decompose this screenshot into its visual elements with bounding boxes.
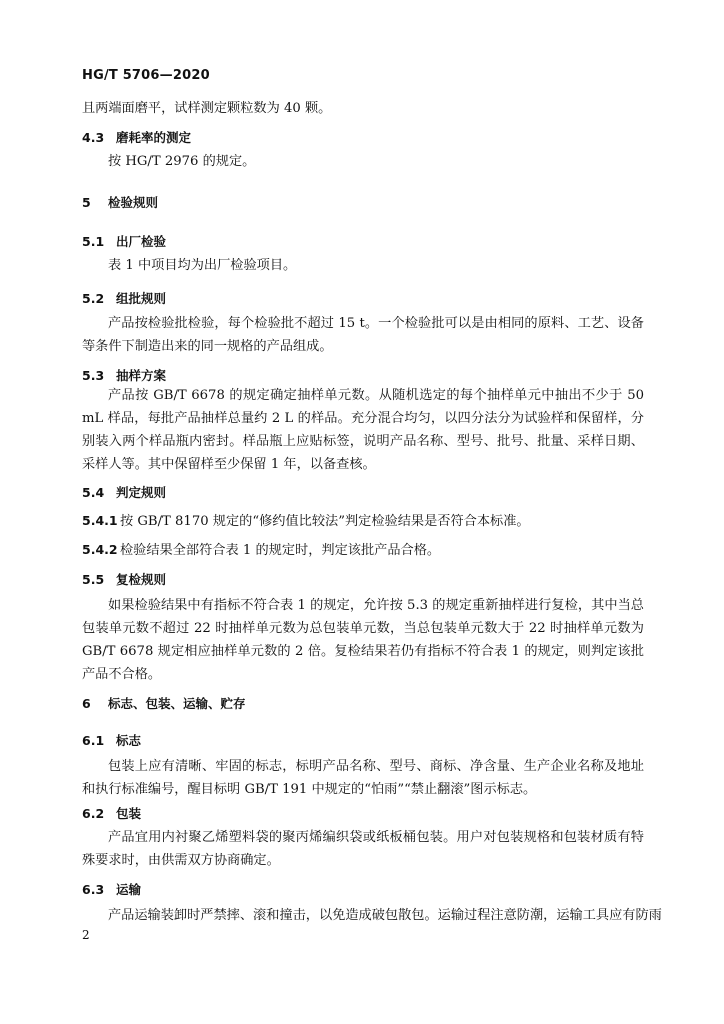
- section-title: 抽样方案: [116, 368, 167, 383]
- heading-4-3: [82, 128, 191, 146]
- section-title: 磨耗率的测定: [116, 130, 192, 145]
- clause-number: 5.4.2: [82, 542, 118, 557]
- paragraph-5-1: 表 1 中项目均为出厂检验项目。: [108, 258, 297, 273]
- heading-5-5: [82, 570, 166, 588]
- paragraph-5-5: 如果检验结果中有指标不符合表 1 的规定，允许按 5.3 的规定重新抽样进行复检，其中当总包装单元数不超过 22 时抽样单元数为总包装单元数，当总包装单元数大于 22 时抽样单元数为 GB/T 6678 规定相应抽样单元数的 2 倍。复检结果若仍有指标不符合表 1 的规定，则判定该批产品不合格。: [82, 598, 644, 682]
- heading-5-2: [82, 289, 166, 307]
- continued-paragraph: 且两端面磨平，试样测定颗粒数为 40 颗。: [82, 101, 332, 116]
- clause-text: 按 GB/T 8170 规定的“修约值比较法”判定检验结果是否符合本标准。: [120, 514, 530, 529]
- heading-5-4: [82, 483, 166, 501]
- section-number: 5.2: [82, 291, 105, 306]
- document-id: HG/T 5706—2020: [82, 68, 210, 83]
- clause-5-4-1: [82, 510, 644, 529]
- section-title: 组批规则: [116, 291, 167, 306]
- section-title: 标志: [116, 733, 142, 748]
- heading-6-2: [82, 804, 141, 822]
- section-number: 4.3: [82, 130, 105, 145]
- section-number: 6.3: [82, 882, 105, 897]
- section-number: 5.1: [82, 234, 105, 249]
- paragraph-5-3: 产品按 GB/T 6678 的规定确定抽样单元数。从随机选定的每个抽样单元中抽出不少于 50 mL 样品，每批产品抽样总量约 2 L 的样品。充分混合均匀，以四分法分为试验样和保留样，分别装入两个样品瓶内密封。样品瓶上应贴标签，说明产品名称、型号、批号、批量、采样日期、采样人等。其中保留样至少保留 1 年，以备查核。: [82, 388, 644, 472]
- paragraph-5-2: 产品按检验批检验，每个检验批不超过 15 t。一个检验批可以是由相同的原料、工艺、设备等条件下制造出来的同一规格的产品组成。: [82, 316, 644, 354]
- section-number: 5.4: [82, 485, 105, 500]
- clause-5-4-2: [82, 539, 644, 558]
- clause-text: 检验结果全部符合表 1 的规定时，判定该批产品合格。: [120, 543, 441, 558]
- section-number: 5.3: [82, 368, 105, 383]
- heading-6: [82, 694, 246, 712]
- section-number: 5.5: [82, 572, 105, 587]
- section-title: 包装: [116, 806, 142, 821]
- section-title: 复检规则: [116, 572, 167, 587]
- section-title: 出厂检验: [116, 234, 167, 249]
- page-number: 2: [82, 928, 90, 942]
- paragraph-6-3: 产品运输装卸时严禁摔、滚和撞击，以免造成破包散包。运输过程注意防潮，运输工具应有防雨: [108, 908, 662, 923]
- paragraph-4-3: 按 HG/T 2976 的规定。: [108, 154, 256, 169]
- section-number: 6.2: [82, 806, 105, 821]
- heading-5: [82, 193, 158, 211]
- paragraph-6-1: 包装上应有清晰、牢固的标志，标明产品名称、型号、商标、净含量、生产企业名称及地址和执行标准编号，醒目标明 GB/T 191 中规定的“怕雨”“禁止翻滚”图示标志。: [82, 759, 644, 797]
- section-title: 判定规则: [116, 485, 167, 500]
- section-number: 5: [82, 195, 91, 210]
- section-title: 运输: [116, 882, 142, 897]
- heading-5-3: [82, 366, 166, 384]
- section-title: 检验规则: [108, 195, 159, 210]
- section-title: 标志、包装、运输、贮存: [108, 696, 246, 711]
- section-number: 6: [82, 696, 91, 711]
- heading-6-1: [82, 731, 141, 749]
- heading-6-3: [82, 880, 141, 898]
- paragraph-6-2: 产品宜用内衬聚乙烯塑料袋的聚丙烯编织袋或纸板桶包装。用户对包装规格和包装材质有特殊要求时，由供需双方协商确定。: [82, 830, 644, 868]
- clause-number: 5.4.1: [82, 513, 118, 528]
- section-number: 6.1: [82, 733, 105, 748]
- heading-5-1: [82, 232, 166, 250]
